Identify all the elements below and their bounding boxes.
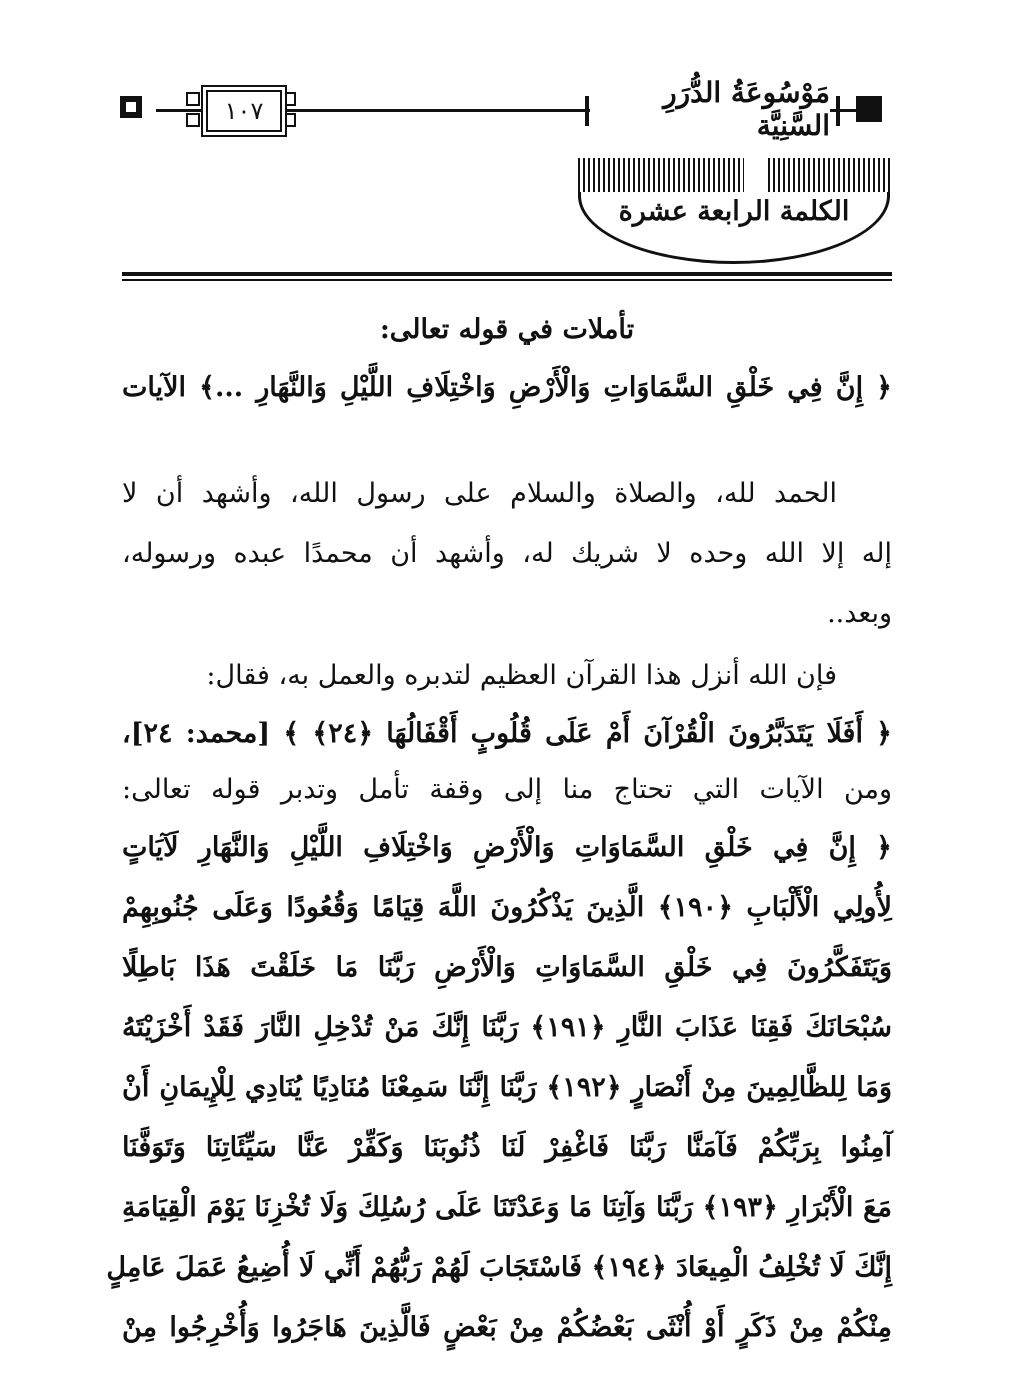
quran-line: وَمَا لِلظَّالِمِينَ مِنْ أَنْصَارٍ ﴿١٩٢﴾ رَبَّنَا إِنَّنَا سَمِعْنَا مُنَادِيًا يُنَادِي لِلْإِيمَانِ أَنْ: [122, 1072, 892, 1103]
quran-line: إِنَّكَ لَا تُخْلِفُ الْمِيعَادَ ﴿١٩٤﴾ فَاسْتَجَابَ لَهُمْ رَبُّهُمْ أَنِّي لَا أُضِيعُ عَمَلَ عَامِلٍ: [106, 1252, 892, 1283]
fret-ornament: [186, 92, 200, 106]
quran-line: ﴿ أَفَلَا يَتَدَبَّرُونَ الْقُرْآنَ أَمْ عَلَى قُلُوبٍ أَقْفَالُهَا ﴿٢٤﴾ ﴾ [محمد: ٢٤]،: [122, 718, 892, 749]
quran-line: لِأُولِي الْأَلْبَابِ ﴿١٩٠﴾ الَّذِينَ يَذْكُرُونَ اللَّهَ قِيَامًا وَقُعُودًا وَعَلَى جُنُوبِهِمْ: [122, 892, 892, 923]
quran-line: وَيَتَفَكَّرُونَ فِي خَلْقِ السَّمَاوَاتِ وَالْأَرْضِ رَبَّنَا مَا خَلَقْتَ هَذَا بَاطِلًا: [122, 952, 892, 983]
quran-line: مَعَ الْأَبْرَارِ ﴿١٩٣﴾ رَبَّنَا وَآتِنَا مَا وَعَدْتَنَا عَلَى رُسُلِكَ وَلَا تُخْزِنَا يَوْمَ الْقِيَامَةِ: [122, 1192, 892, 1223]
header-square-left: [120, 96, 142, 118]
section-rule: [122, 272, 892, 276]
heading-verse: ﴿ إِنَّ فِي خَلْقِ السَّمَاوَاتِ وَالْأَرْضِ وَاخْتِلَافِ اللَّيْلِ وَالنَّهَارِ ...﴾ الآيات: [122, 372, 892, 403]
fret-ornament: [282, 113, 296, 127]
article-heading: تأملات في قوله تعالى:: [379, 314, 635, 345]
header-square-right: [856, 96, 882, 122]
title-bar-left: [585, 96, 589, 126]
chapter-title: الكلمة الرابعة عشرة: [618, 196, 850, 227]
body-line: الحمد لله، والصلاة والسلام على رسول الله، وأشهد أن لا: [122, 478, 837, 509]
title-bar-right: [836, 96, 840, 126]
site-title: مَوْسُوعَةُ الدُّرَرِ السَّنِيَّة: [590, 84, 830, 134]
body-line: ومن الآيات التي تحتاج منا إلى وقفة تأمل وتدبر قوله تعالى:: [122, 774, 892, 805]
body-line: فإن الله أنزل هذا القرآن العظيم لتدبره والعمل به، فقال:: [206, 660, 837, 691]
chapter-badge: [578, 192, 890, 264]
fret-ornament: [186, 113, 200, 127]
page-number: ١٠٧: [206, 90, 282, 132]
body-line: إله إلا الله وحده لا شريك له، وأشهد أن محمدًا عبده ورسوله،: [122, 538, 892, 569]
quran-line: ﴿ إِنَّ فِي خَلْقِ السَّمَاوَاتِ وَالْأَرْضِ وَاخْتِلَافِ اللَّيْلِ وَالنَّهَارِ لَآيَاتٍ: [122, 832, 892, 863]
body-line: وبعد..: [827, 598, 892, 629]
quran-line: سُبْحَانَكَ فَقِنَا عَذَابَ النَّارِ ﴿١٩١﴾ رَبَّنَا إِنَّكَ مَنْ تُدْخِلِ النَّارَ فَقَدْ أَخْزَيْتَهُ: [122, 1012, 893, 1043]
section-rule: [122, 279, 892, 281]
quran-line: آمِنُوا بِرَبِّكُمْ فَآمَنَّا رَبَّنَا فَاغْفِرْ لَنَا ذُنُوبَنَا وَكَفِّرْ عَنَّا سَيِّئَاتِنَا وَتَوَفَّنَا: [122, 1132, 892, 1163]
fret-ornament: [282, 92, 296, 106]
quran-line: مِنْكُمْ مِنْ ذَكَرٍ أَوْ أُنْثَى بَعْضُكُمْ مِنْ بَعْضٍ فَالَّذِينَ هَاجَرُوا وَأُخْرِجُوا مِنْ: [122, 1312, 892, 1343]
